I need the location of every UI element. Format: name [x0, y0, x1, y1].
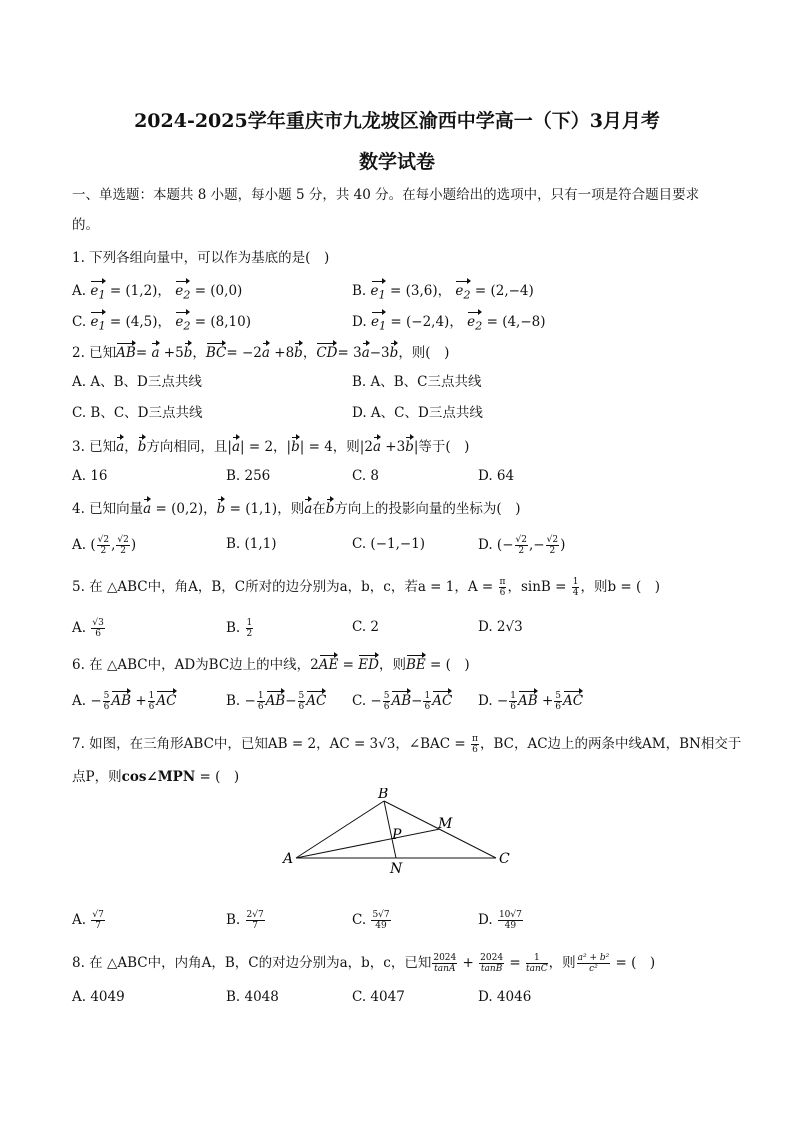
question-2-option-c: C. B、C、D三点共线	[72, 405, 203, 421]
question-7-option-d: D. $\frac{10√7}{49}$	[478, 910, 522, 931]
question-1-option-a: A. $e_1 = (1,2)$， $e_2 = (0,0)$	[72, 280, 242, 305]
question-8-option-a: A. 4049	[72, 989, 125, 1005]
question-4-option-c: C. (−1,−1)	[352, 536, 426, 552]
question-8-option-d: D. 4046	[478, 989, 532, 1005]
question-7-option-c: C. $\frac{5√7}{49}$	[352, 910, 390, 931]
page-title: 2024-2025学年重庆市九龙坡区渝西中学高一（下）3月月考	[134, 110, 660, 132]
question-7-option-b: B. $\frac{2√7}{7}$	[226, 910, 264, 931]
question-6-option-d: D. − $\frac{1}{6}$ AB + $\frac{5}{6}$ AC	[478, 691, 584, 712]
question-2-option-b: B. A、B、C三点共线	[352, 374, 482, 390]
question-2-option-d: D. A、C、D三点共线	[352, 405, 483, 421]
question-5-option-b: B. $\frac{1}{2}$	[226, 618, 253, 639]
question-5-stem: 5. 在 △ABC中，角A，B，C所对的边分别为a，b，c，若a = 1，A = $\frac{\pi}{6}$ ，sinB = $\frac{1}{4}$ ，则b = ( )	[72, 577, 661, 598]
section-instructions-line2: 的。	[72, 217, 99, 233]
question-3-option-b: B. 256	[226, 468, 271, 484]
label-n: N	[390, 861, 403, 877]
triangle-figure	[280, 788, 520, 880]
question-3-option-c: C. 8	[352, 468, 380, 484]
question-7-stem-line1: 7. 如图，在三角形ABC中，已知AB = 2，AC = 3√3，∠BAC = $\frac{\pi}{6}$ ，BC，AC边上的两条中线AM，BN相交于	[72, 734, 742, 755]
question-7-stem-line2: 点P，则cos∠MPN = ( )	[72, 769, 240, 785]
question-6-option-a: A. − $\frac{5}{6}$ AB + $\frac{1}{6}$ AC	[72, 691, 177, 712]
page-subtitle: 数学试卷	[358, 151, 435, 173]
question-1-option-b: B. $e_1 = (3,6)$， $e_2 = (2,-4)$	[352, 280, 534, 305]
label-b: B	[378, 788, 389, 802]
label-a: A	[283, 851, 294, 867]
question-5-option-d: D. 2√3	[478, 619, 523, 635]
section-instructions-line1: 一、单选题：本题共 8 小题，每小题 5 分，共 40 分。在每小题给出的选项中，只有一项是符合题目要求	[72, 187, 700, 203]
question-8-stem: 8. 在 △ABC中，内角A，B，C的对边分别为a，b，c，已知 $\frac{2024}{\tan A}$ + $\frac{2024}{\tan B}$ = $\frac{1}{\tan C}$ ，则 $\frac{\text{a² + b²}}{\text{c²}}$ = ( )	[72, 953, 656, 974]
question-5-option-a: A. $\frac{√3}{6}$	[72, 618, 104, 639]
question-4-option-d: D. (− $\frac{√2}{2}$ ,− $\frac{√2}{2}$ )	[478, 535, 566, 556]
question-4-option-b: B. (1,1)	[226, 536, 277, 552]
label-m: M	[438, 816, 453, 832]
question-8-option-c: C. 4047	[352, 989, 405, 1005]
vector-e1: $e_1$	[90, 280, 105, 305]
question-4-option-a: A. ( $\frac{√2}{2}$ , $\frac{√2}{2}$ )	[72, 535, 137, 556]
question-8-option-b: B. 4048	[226, 989, 279, 1005]
question-3-option-a: A. 16	[72, 468, 108, 484]
question-6-option-c: C. − $\frac{5}{6}$ AB− $\frac{1}{6}$ AC	[352, 691, 453, 712]
question-7-option-a: A. $\frac{√7}{7}$	[72, 910, 104, 931]
label-c: C	[499, 851, 510, 867]
question-6-stem: 6. 在 △ABC中，AD为BC边上的中线，2AE = ED，则BE = ( )	[72, 654, 470, 674]
question-3-option-d: D. 64	[478, 468, 515, 484]
question-1-option-d: D. $e_1 = (-2,4)$， $e_2 = (4,-8)$	[352, 311, 546, 336]
question-1-option-c: C. $e_1 = (4,5)$， $e_2 = (8,10)$	[72, 311, 251, 336]
question-2-option-a: A. A、B、D三点共线	[72, 374, 202, 390]
question-5-option-c: C. 2	[352, 619, 380, 635]
vector-e2: $e_2$	[175, 280, 190, 305]
question-4-stem: 4. 已知向量a = (0,2)，b = (1,1)，则a在b方向上的投影向量的坐标为( )	[72, 498, 520, 518]
label-p: P	[392, 827, 402, 843]
question-2-stem: 2. 已知AB= a +5b，BC= −2a +8b，CD= 3a−3b，则( )	[72, 342, 449, 362]
question-3-stem: 3. 已知a，b方向相同，且|a| = 2，|b| = 4，则|2a +3b|等于( )	[72, 436, 469, 456]
question-1-stem: 1. 下列各组向量中，可以作为基底的是( )	[72, 250, 330, 266]
question-6-option-b: B. − $\frac{1}{6}$ AB− $\frac{5}{6}$ AC	[226, 691, 327, 712]
